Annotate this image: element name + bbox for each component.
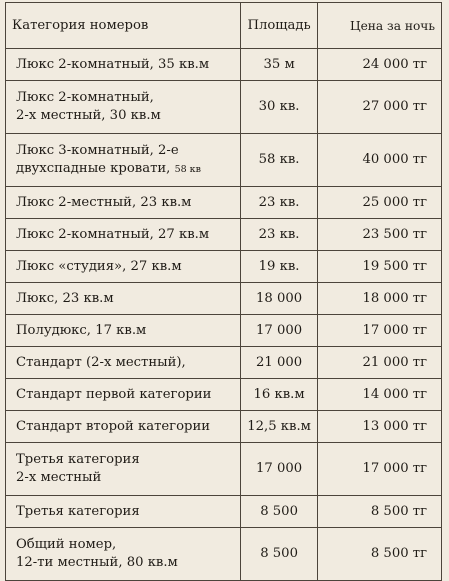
room-area: 23 кв.	[241, 187, 317, 219]
room-area: 35 м	[241, 49, 317, 81]
table-row	[6, 283, 442, 315]
table-row	[6, 219, 442, 251]
room-price: 21 000 тг	[317, 347, 441, 379]
room-price: 24 000 тг	[317, 49, 441, 81]
table-row	[6, 443, 442, 496]
room-category-line: 2-х местный, 30 кв.м	[16, 108, 161, 123]
table-row	[6, 528, 442, 581]
room-category-line: Люкс 2-комнатный, 35 кв.м	[16, 56, 210, 72]
room-category-line: Люкс 2-комнатный,	[16, 90, 154, 105]
room-category-line: Третья категория	[16, 452, 140, 467]
room-category	[6, 283, 241, 315]
room-category-small-note: 58 кв	[174, 163, 201, 175]
room-category-line: Третья категория	[16, 503, 140, 519]
table-row	[6, 347, 442, 379]
table-row	[6, 187, 442, 219]
room-category	[6, 187, 241, 219]
room-area: 58 кв.	[241, 134, 317, 187]
room-area: 8 500	[241, 528, 317, 581]
room-area: 19 кв.	[241, 251, 317, 283]
room-price: 17 000 тг	[317, 443, 441, 496]
room-area: 23 кв.	[241, 219, 317, 251]
room-price: 25 000 тг	[317, 187, 441, 219]
room-price-table	[5, 2, 442, 581]
table-row	[6, 315, 442, 347]
room-area: 18 000	[241, 283, 317, 315]
room-category	[6, 379, 241, 411]
room-category-line: 12-ти местный, 80 кв.м	[16, 555, 178, 570]
table-row	[6, 81, 442, 134]
room-category	[6, 251, 241, 283]
header-area: Площадь	[241, 3, 317, 49]
room-category	[6, 528, 241, 581]
room-category-line: Люкс 3-комнатный, 2-е	[16, 142, 179, 158]
header-price: Цена за ночь	[317, 3, 441, 49]
room-area: 30 кв.	[241, 81, 317, 134]
room-category-line: Люкс «студия», 27 кв.м	[16, 258, 182, 274]
room-category-line: Общий номер,	[16, 537, 117, 552]
table-row	[6, 49, 442, 81]
room-area: 17 000	[241, 443, 317, 496]
room-area: 12,5 кв.м	[241, 411, 317, 443]
room-category-line: Полудюкс, 17 кв.м	[16, 322, 147, 338]
room-price: 8 500 тг	[317, 528, 441, 581]
room-category	[6, 219, 241, 251]
room-category-line: Стандарт первой категории	[16, 386, 212, 402]
room-price: 17 000 тг	[317, 315, 441, 347]
table-header-row	[6, 3, 442, 49]
room-price: 13 000 тг	[317, 411, 441, 443]
room-category	[6, 496, 241, 528]
room-category-line: двухспадные кровати,	[16, 160, 171, 176]
header-category: Категория номеров	[6, 3, 241, 49]
room-area: 16 кв.м	[241, 379, 317, 411]
room-area: 21 000	[241, 347, 317, 379]
table-row	[6, 496, 442, 528]
room-area: 17 000	[241, 315, 317, 347]
room-category	[6, 49, 241, 81]
room-area: 8 500	[241, 496, 317, 528]
table-row	[6, 134, 442, 187]
table-row	[6, 379, 442, 411]
room-price: 19 500 тг	[317, 251, 441, 283]
table-row	[6, 251, 442, 283]
room-price: 40 000 тг	[317, 134, 441, 187]
room-category	[6, 81, 241, 134]
room-price: 18 000 тг	[317, 283, 441, 315]
room-category	[6, 315, 241, 347]
room-category-line: Стандарт (2-х местный),	[16, 354, 186, 370]
room-category-line: Люкс 2-комнатный, 27 кв.м	[16, 226, 210, 242]
room-category	[6, 134, 241, 187]
table-row	[6, 411, 442, 443]
room-category-line: Люкс, 23 кв.м	[16, 290, 114, 306]
room-category-line: Стандарт второй категории	[16, 418, 211, 434]
room-category	[6, 411, 241, 443]
room-price: 27 000 тг	[317, 81, 441, 134]
room-price: 14 000 тг	[317, 379, 441, 411]
room-price: 8 500 тг	[317, 496, 441, 528]
room-category-line: 2-х местный	[16, 470, 102, 485]
room-price: 23 500 тг	[317, 219, 441, 251]
room-category-line: Люкс 2-местный, 23 кв.м	[16, 194, 192, 210]
room-category	[6, 347, 241, 379]
room-category	[6, 443, 241, 496]
